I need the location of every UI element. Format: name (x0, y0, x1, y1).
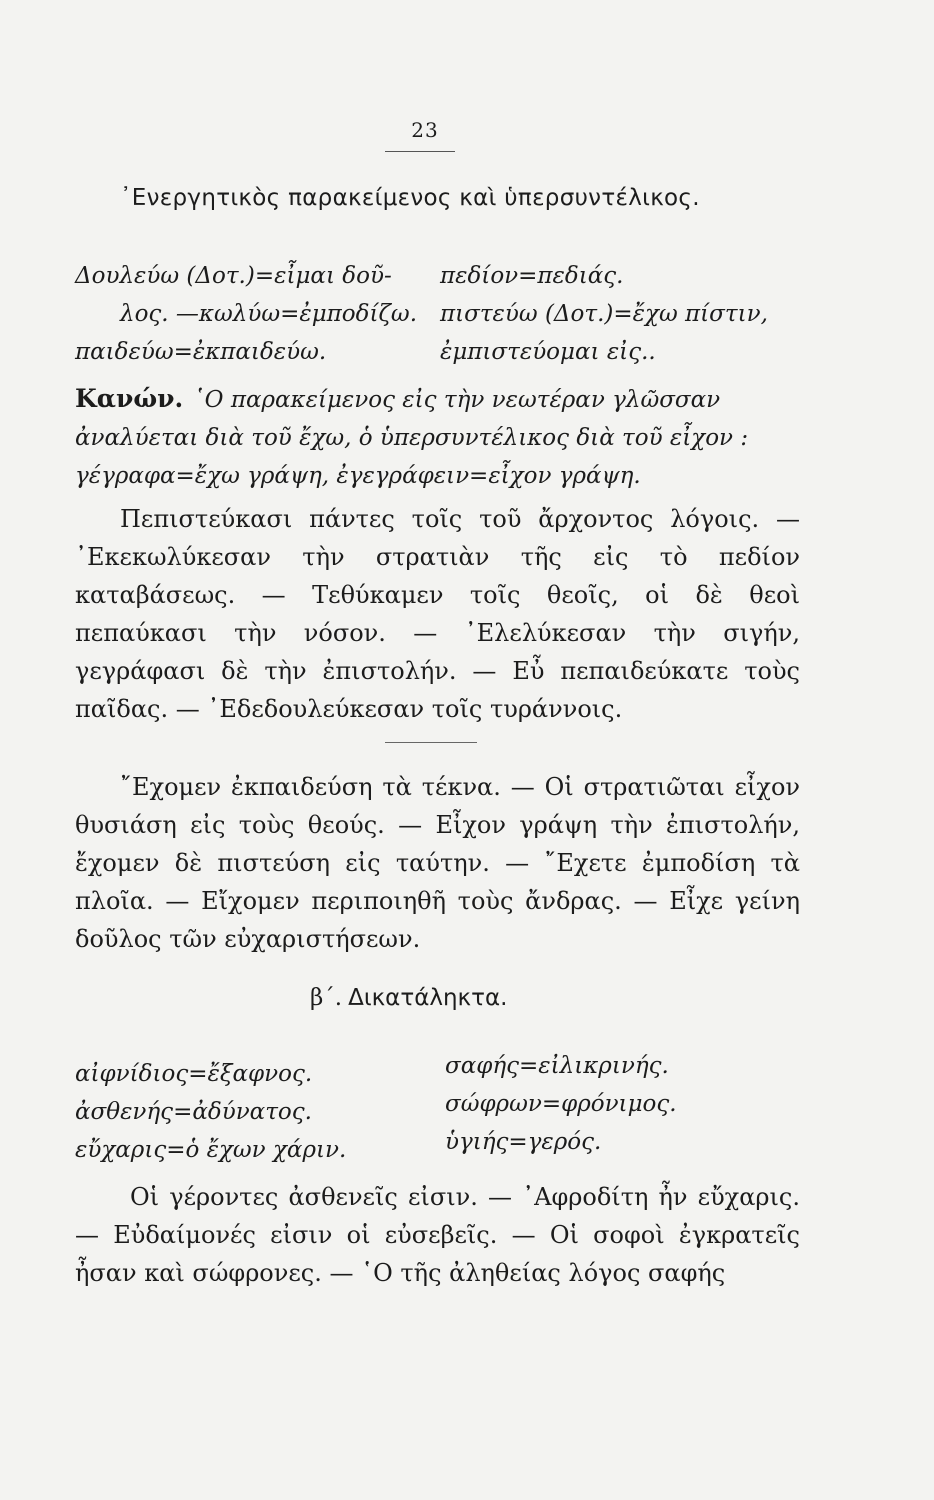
subsection-title: Δικατάληκτα. (348, 985, 508, 1011)
vocab-entry: πιστεύω (Δοτ.)=ἔχω πίστιν, (440, 301, 768, 327)
page-number-underline (385, 151, 455, 152)
section-heading: ᾿Ενεργητικὸς παρακείμενος καὶ ὑπερσυντέλικος. (120, 185, 700, 211)
vocab-entry: ἀσθενής=ἀδύνατος. (75, 1099, 312, 1125)
vocab-list-2-left (75, 1055, 346, 1169)
vocab-entry: παιδεύω=ἐκπαιδεύω. (75, 339, 327, 365)
page-number: 23 (411, 118, 439, 142)
subsection-heading (310, 985, 610, 1011)
vocab-list-2-right (445, 1047, 677, 1161)
vocab-entry: αἰφνίδιος=ἔξαφνος. (75, 1061, 313, 1087)
vocab-entry: λος. —κωλύω=ἐμποδίζω. (120, 301, 418, 327)
rule-text: ῾Ο παρακείμενος εἰς τὴν νεωτέραν γλῶσσαν ἀναλύεται διὰ τοῦ ἔχω, ὁ ὑπερσυντέλικος διὰ τοῦ εἶχον : γέγραφα=ἔχω γράψη, ἐγεγράφειν=εἶχον γράψη. (75, 387, 749, 489)
grammar-rule (75, 380, 795, 495)
rule-label: Κανών. (75, 384, 184, 413)
vocab-entry: σώφρων=φρόνιμος. (445, 1091, 677, 1117)
vocab-entry: πεδίον=πεδιάς. (440, 263, 624, 289)
section-divider (385, 742, 477, 743)
vocab-entry: εὔχαρις=ὁ ἔχων χάριν. (75, 1137, 347, 1163)
vocab-list-1-left (75, 257, 417, 371)
vocab-entry: ὑγιής=γερός. (445, 1129, 602, 1155)
exercise-paragraph-3: Οἱ γέροντες ἀσθενεῖς εἰσιν. — ᾿Αφροδίτη ἦν εὔχαρις. — Εὐδαίμονές εἰσιν οἱ εὐσεβεῖς. — Οἱ σοφοὶ ἐγκρατεῖς ἦσαν καὶ σώφρονες. — ῾Ο τῆς ἀληθείας λόγος σαφής (75, 1183, 800, 1287)
vocab-entry: σαφής=εἰλικρινής. (445, 1053, 669, 1079)
vocab-entry: ἐμπιστεύομαι εἰς.. (440, 339, 656, 365)
exercise-paragraph-2: ῎Εχομεν ἐκπαιδεύση τὰ τέκνα. — Οἱ στρατιῶται εἶχον θυσιάση εἰς τοὺς θεούς. — Εἶχον γράψη τὴν ἐπιστολήν, ἔχομεν δὲ πιστεύση εἰς ταύτην. — ῎Εχετε ἐμποδίση τὰ πλοῖα. — Εἴχομεν περιποιηθῆ τοὺς ἄνδρας. — Εἶχε γείνη δοῦλος τῶν εὐχαριστήσεων. (75, 773, 800, 953)
exercise-paragraph-1: Πεπιστεύκασι πάντες τοῖς τοῦ ἄρχοντος λόγοις. — ᾿Εκεκωλύκεσαν τὴν στρατιὰν τῆς εἰς τὸ πεδίον καταβάσεως. — Τεθύκαμεν τοῖς θεοῖς, οἱ δὲ θεοὶ πεπαύκασι τὴν νόσον. — ᾿Ελελύκεσαν τὴν σιγήν, γεγράφασι δὲ τὴν ἐπιστολήν. — Εὖ πεπαιδεύκατε τοὺς παῖδας. — ᾿Εδεδουλεύκεσαν τοῖς τυράννοις. (75, 505, 800, 723)
subsection-number: β΄. (310, 985, 343, 1011)
vocab-list-1-right (440, 257, 768, 371)
vocab-entry: Δουλεύω (Δοτ.)=εἶμαι δοῦ- (75, 263, 392, 289)
